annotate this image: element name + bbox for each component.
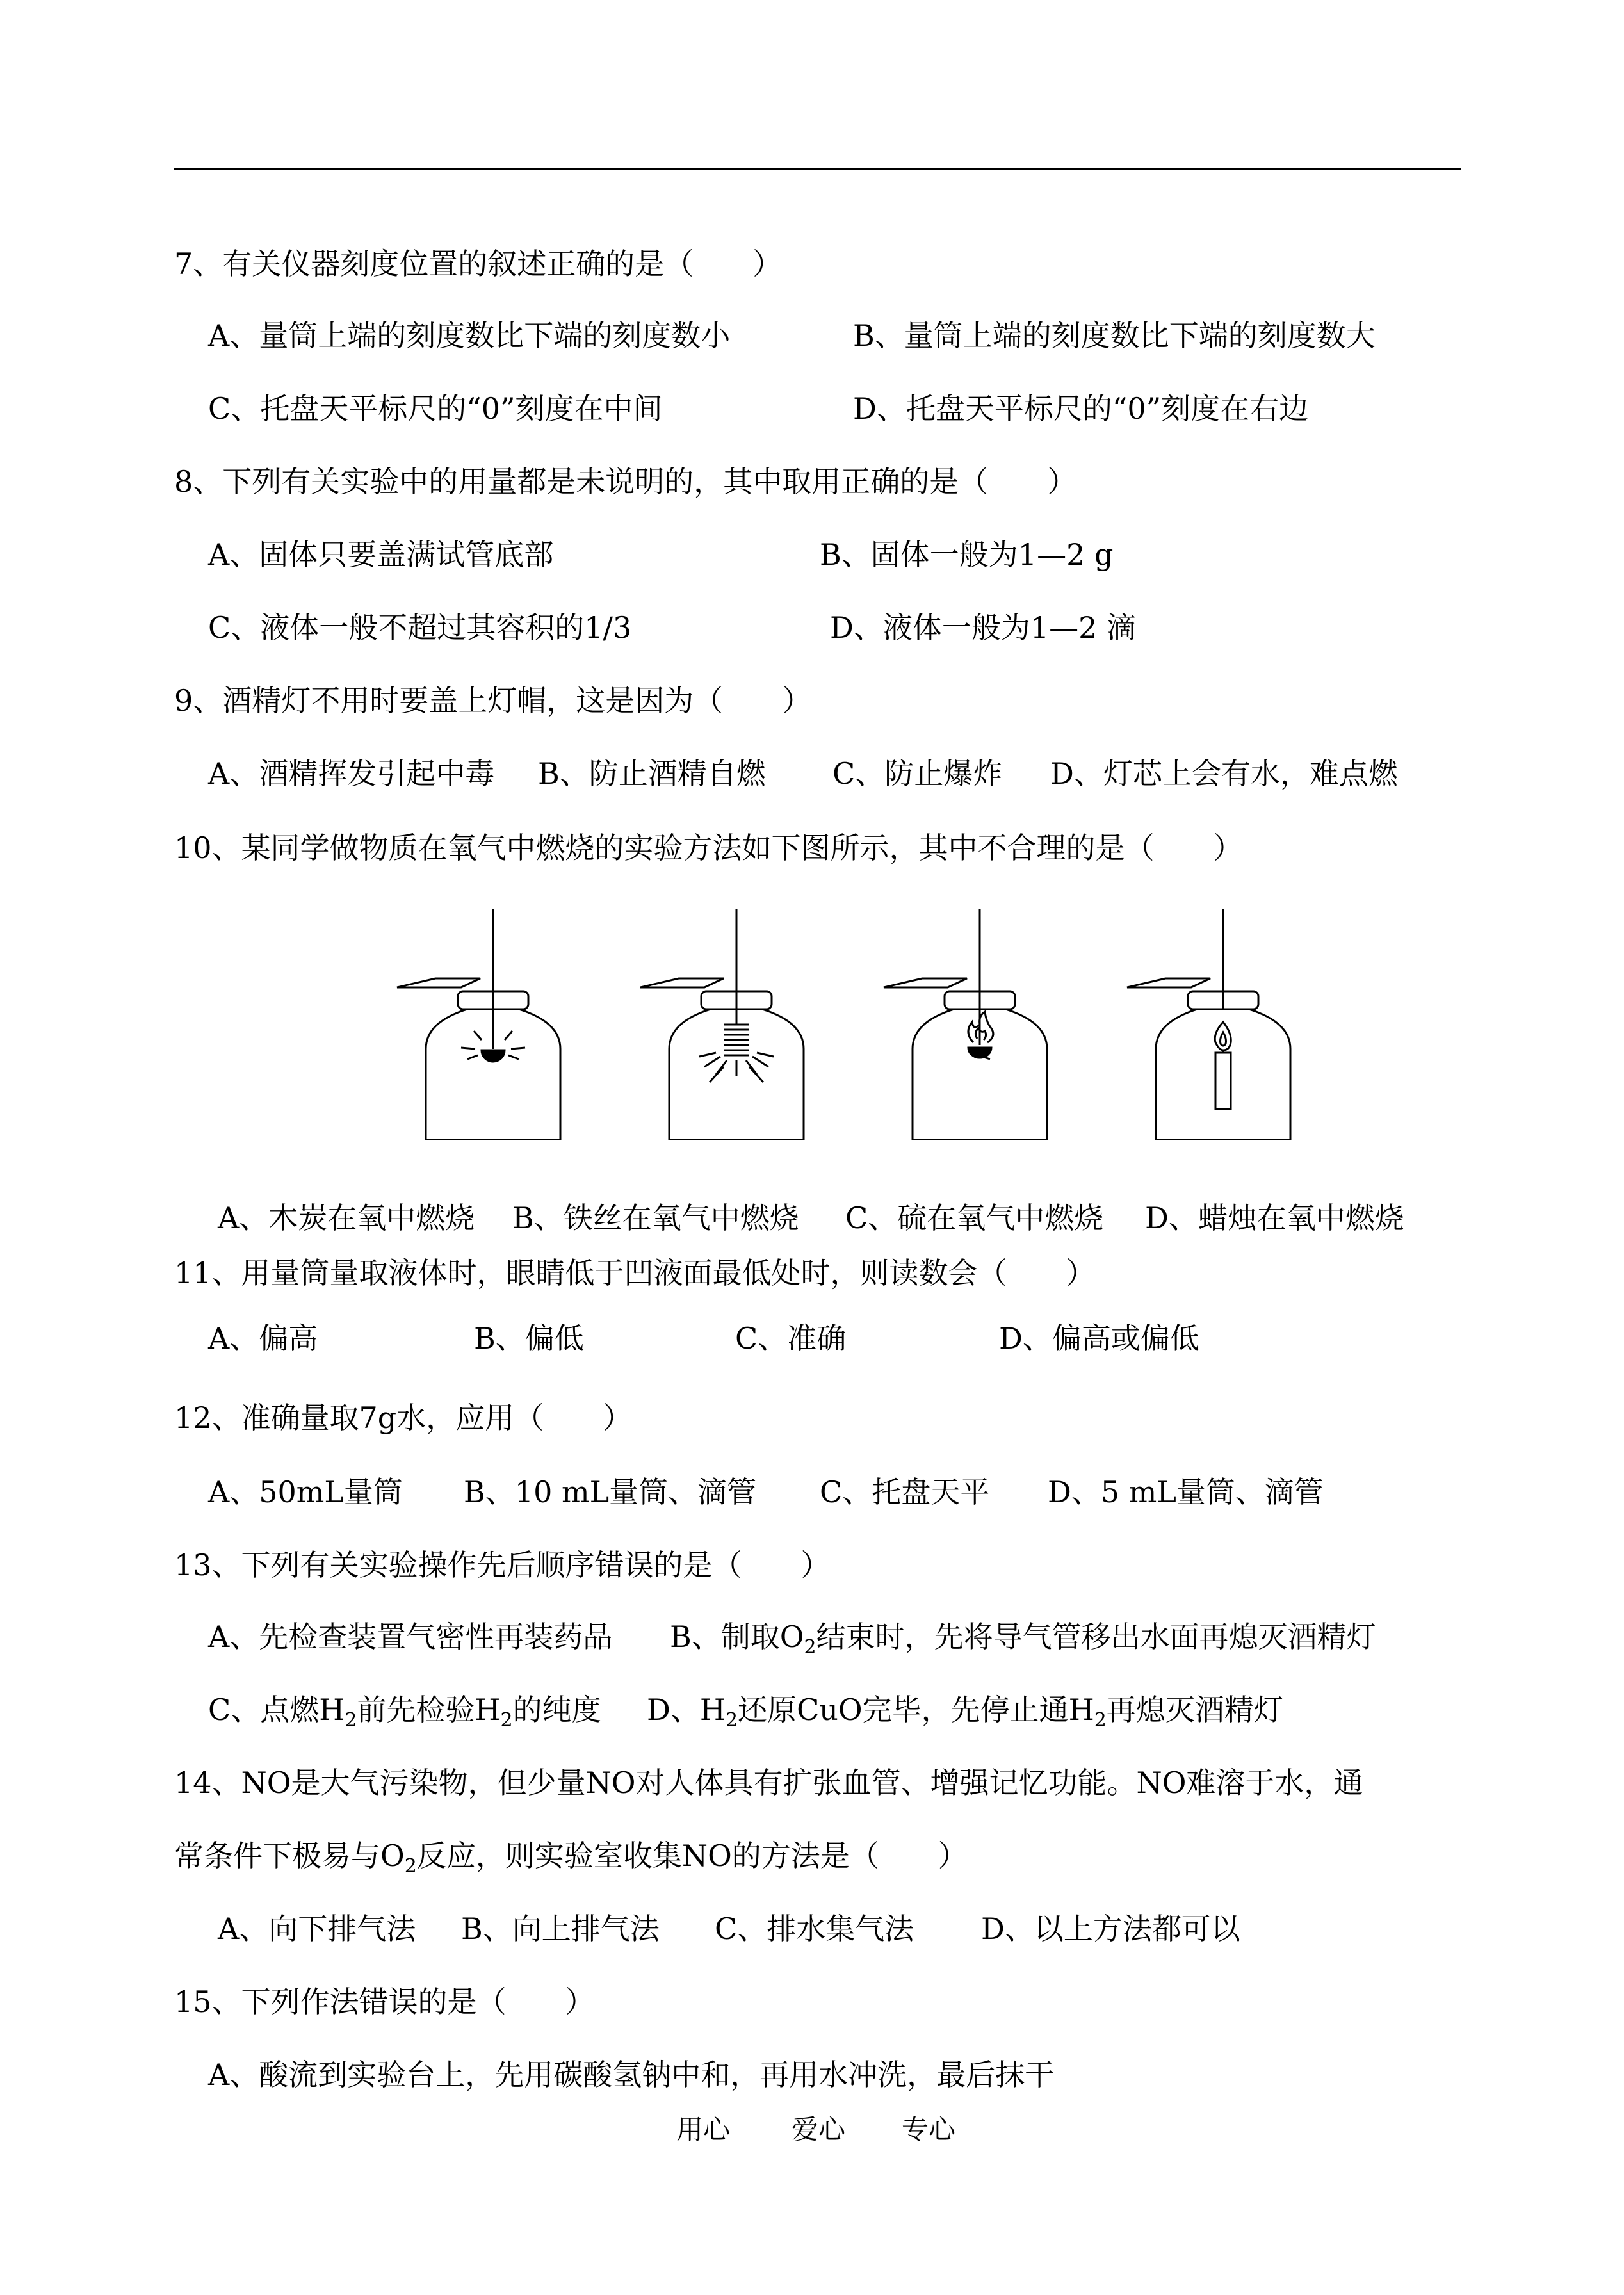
- q13-option-d: D、$H_2$还原CuO完毕，先停止通$H_2$再熄灭酒精灯: [647, 1692, 1283, 1731]
- q12-option-a: A、50mL量筒: [208, 1475, 403, 1509]
- q9-option-d: D、灯芯上会有水，难点燃: [1050, 756, 1398, 791]
- q7-option-c: C、托盘天平标尺的“0”刻度在中间: [208, 391, 663, 426]
- q15-stem: 15、下列作法错误的是（ ）: [174, 1984, 595, 2019]
- q9-option-c: C、防止爆炸: [832, 756, 1003, 791]
- q13-option-a: A、先检查装置气密性再装药品: [208, 1619, 613, 1654]
- jar-charcoal: [397, 909, 560, 1140]
- q7-stem: 7、有关仪器刻度位置的叙述正确的是（ ）: [174, 247, 783, 281]
- q9-stem: 9、酒精灯不用时要盖上灯帽，这是因为（ ）: [174, 683, 812, 718]
- q14-stem-line2: 常条件下极易与$O_2$反应，则实验室收集NO的方法是（ ）: [174, 1838, 968, 1877]
- header-rule: [174, 168, 1461, 170]
- jar-sulfur: [884, 909, 1047, 1140]
- q8-option-a: A、固体只要盖满试管底部: [208, 537, 554, 572]
- q11-option-c: C、准确: [735, 1321, 847, 1356]
- q7-option-d: D、托盘天平标尺的“0”刻度在右边: [853, 391, 1309, 426]
- q9-option-b: B、防止酒精自燃: [538, 756, 766, 791]
- q12-stem: 12、准确量取7g水，应用（ ）: [174, 1400, 633, 1435]
- q7-option-a: A、量筒上端的刻度数比下端的刻度数小: [208, 318, 731, 353]
- q9-option-a: A、酒精挥发引起中毒: [208, 756, 495, 791]
- footer-word-3: 专心: [902, 2114, 956, 2145]
- q10-option-b: B、铁丝在氧气中燃烧: [512, 1201, 799, 1235]
- q7-option-b: B、量筒上端的刻度数比下端的刻度数大: [853, 318, 1376, 353]
- q14-option-a: A、向下排气法: [218, 1911, 416, 1946]
- q11-option-d: D、偏高或偏低: [999, 1321, 1199, 1356]
- q8-option-d: D、液体一般为1—2 滴: [830, 610, 1137, 645]
- q8-option-b: B、固体一般为1—2 g: [820, 537, 1114, 572]
- q12-option-c: C、托盘天平: [820, 1475, 990, 1509]
- q11-stem: 11、用量筒量取液体时，眼睛低于凹液面最低处时，则读数会（ ）: [174, 1256, 1096, 1290]
- q12-option-d: D、5 mL量筒、滴管: [1048, 1475, 1324, 1509]
- q14-option-d: D、以上方法都可以: [981, 1911, 1240, 1946]
- jar-candle: [1127, 909, 1290, 1140]
- q14-stem-line1: 14、NO是大气污染物，但少量NO对人体具有扩张血管、增强记忆功能。NO难溶于水，通: [174, 1765, 1363, 1800]
- q12-option-b: B、10 mL量筒、滴管: [464, 1475, 757, 1509]
- footer-word-1: 用心: [676, 2114, 731, 2145]
- footer-word-2: 爱心: [792, 2114, 846, 2145]
- q10-stem: 10、某同学做物质在氧气中燃烧的实验方法如下图所示，其中不合理的是（ ）: [174, 831, 1243, 865]
- q13-stem: 13、下列有关实验操作先后顺序错误的是（ ）: [174, 1548, 831, 1582]
- q8-stem: 8、下列有关实验中的用量都是未说明的，其中取用正确的是（ ）: [174, 464, 1077, 499]
- q10-option-a: A、木炭在氧中燃烧: [218, 1201, 475, 1235]
- q11-option-a: A、偏高: [208, 1321, 318, 1356]
- q10-option-d: D、蜡烛在氧中燃烧: [1145, 1201, 1404, 1235]
- q11-option-b: B、偏低: [474, 1321, 584, 1356]
- q10-option-c: C、硫在氧气中燃烧: [845, 1201, 1104, 1235]
- q14-option-b: B、向上排气法: [461, 1911, 660, 1946]
- q14-option-c: C、排水集气法: [715, 1911, 914, 1946]
- combustion-apparatus-figure: [359, 896, 1383, 1140]
- q8-option-c: C、液体一般不超过其容积的1/3: [208, 610, 632, 645]
- q15-option-a: A、酸流到实验台上，先用碳酸氢钠中和，再用水冲洗，最后抹干: [208, 2057, 1055, 2092]
- q13-option-c: C、点燃$H_2$前先检验$H_2$的纯度: [208, 1692, 601, 1731]
- jar-iron-wire: [640, 909, 804, 1140]
- q13-option-b: B、制取$O_2$结束时，先将导气管移出水面再熄灭酒精灯: [670, 1619, 1376, 1658]
